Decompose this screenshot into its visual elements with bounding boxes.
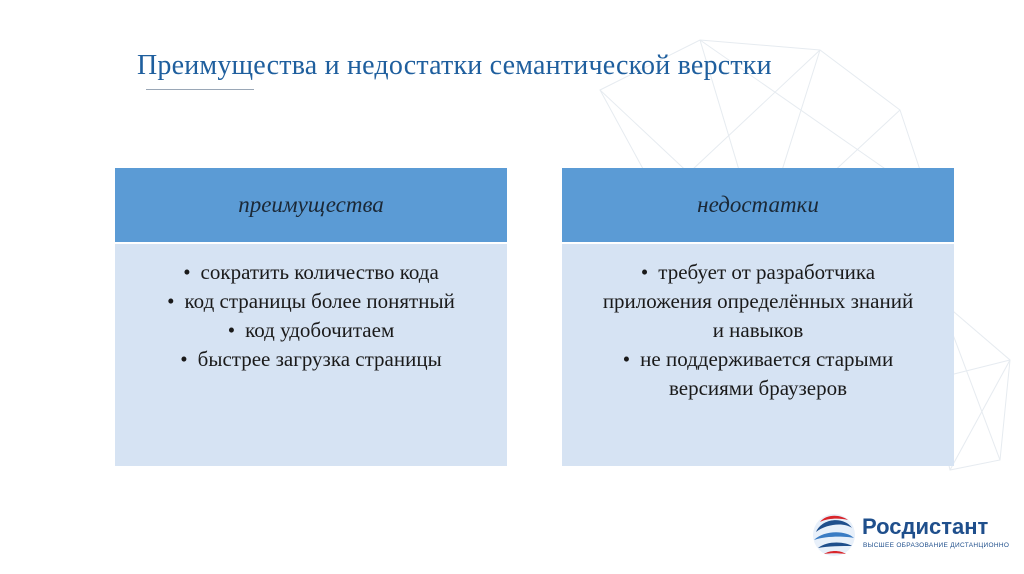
logo-name: Росдистант	[862, 514, 989, 539]
slide-title: Преимущества и недостатки семантической верстки	[137, 50, 772, 81]
advantages-body	[115, 242, 507, 466]
disadvantages-body	[562, 242, 954, 466]
logo-tagline: ВЫСШЕЕ ОБРАЗОВАНИЕ ДИСТАНЦИОННО	[863, 542, 1010, 549]
list-item: • требует от разработчика приложения определённых знаний и навыков	[602, 260, 914, 342]
disadvantages-list	[562, 258, 954, 403]
list-item: • код страницы более понятный	[167, 289, 455, 313]
bullet-icon: •	[227, 318, 236, 342]
bullet-icon: •	[167, 289, 175, 313]
title-underline	[146, 89, 254, 90]
disadvantages-card	[562, 168, 954, 466]
advantages-card	[115, 168, 507, 466]
disadvantages-heading: недостатки	[562, 168, 954, 242]
bullet-icon: •	[640, 260, 649, 284]
bullet-icon: •	[183, 260, 191, 284]
rosdistant-globe-logo-icon	[810, 510, 858, 560]
list-item: • не поддерживается старыми версиями браузеров	[622, 347, 894, 400]
bullet-icon: •	[180, 347, 188, 371]
list-item: • быстрее загрузка страницы	[180, 347, 442, 371]
bullet-icon: •	[622, 347, 631, 371]
advantages-heading: преимущества	[115, 168, 507, 242]
advantages-list	[115, 258, 507, 374]
list-item: • код удобочитаем	[227, 318, 395, 342]
list-item: • сократить количество кода	[183, 260, 439, 284]
rosdistant-logo	[810, 510, 1010, 560]
